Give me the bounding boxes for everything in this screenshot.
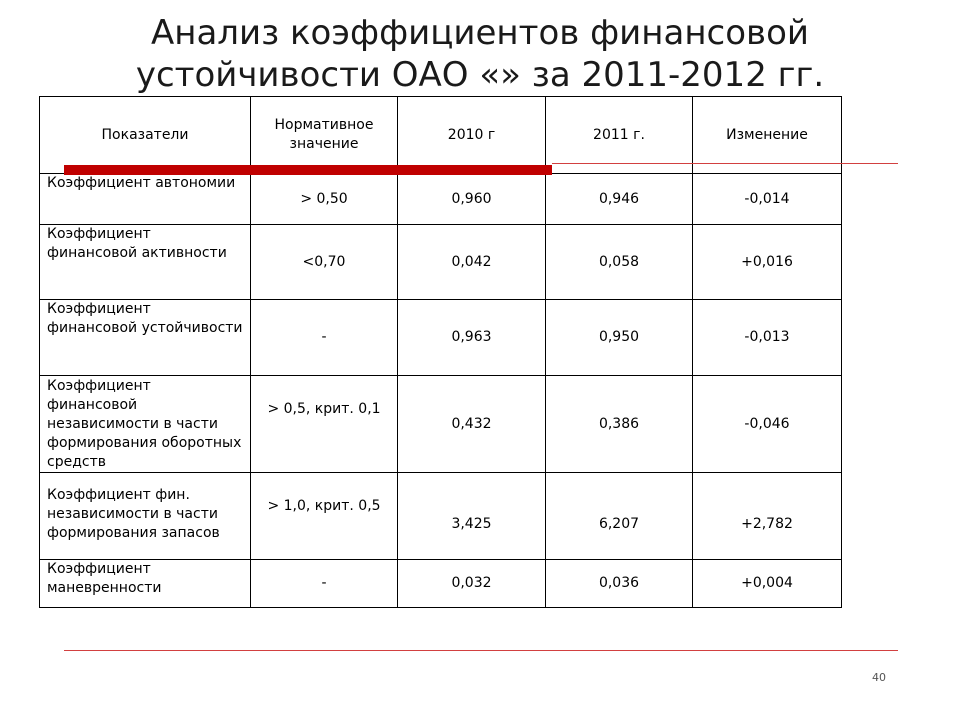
table-row <box>40 376 842 473</box>
value-2011: 0,946 <box>546 174 693 225</box>
normative-value: - <box>251 300 398 376</box>
normative-value: > 1,0, крит. 0,5 <box>251 473 398 560</box>
table-header-row <box>40 97 842 174</box>
value-change: +0,004 <box>693 560 842 608</box>
value-2011: 0,058 <box>546 225 693 300</box>
table-row <box>40 560 842 608</box>
decorative-bottom-line <box>64 650 898 651</box>
value-change: +0,016 <box>693 225 842 300</box>
decorative-red-bar <box>64 165 552 175</box>
value-2011: 6,207 <box>546 473 693 560</box>
indicator-name: Коэффициент автономии <box>40 174 251 225</box>
title-line-2: устойчивости ОАО «» за 2011-2012 гг. <box>135 55 825 95</box>
value-2011: 0,950 <box>546 300 693 376</box>
indicator-name: Коэффициент маневренности <box>40 560 251 608</box>
indicator-name: Коэффициент фин. независимости в части формирования запасов <box>40 473 251 560</box>
indicator-name: Коэффициент финансовой активности <box>40 225 251 300</box>
header-2010: 2010 г <box>398 97 546 174</box>
value-2011: 0,386 <box>546 376 693 473</box>
table-row <box>40 300 842 376</box>
value-2010: 0,042 <box>398 225 546 300</box>
normative-value: - <box>251 560 398 608</box>
value-change: -0,013 <box>693 300 842 376</box>
header-change: Изменение <box>693 97 842 174</box>
page-number: 40 <box>872 671 886 684</box>
normative-value: <0,70 <box>251 225 398 300</box>
value-change: -0,014 <box>693 174 842 225</box>
value-2010: 0,963 <box>398 300 546 376</box>
value-2010: 3,425 <box>398 473 546 560</box>
value-change: -0,046 <box>693 376 842 473</box>
value-2011: 0,036 <box>546 560 693 608</box>
table-row <box>40 473 842 560</box>
title-line-1: Анализ коэффициентов финансовой <box>150 13 809 53</box>
normative-value: > 0,50 <box>251 174 398 225</box>
table-row <box>40 174 842 225</box>
header-2011: 2011 г. <box>546 97 693 174</box>
table-row <box>40 225 842 300</box>
normative-value: > 0,5, крит. 0,1 <box>251 376 398 473</box>
decorative-top-line <box>552 163 898 164</box>
value-2010: 0,032 <box>398 560 546 608</box>
indicator-name: Коэффициент финансовой независимости в части формирования оборотных средств <box>40 376 251 473</box>
header-indicators: Показатели <box>40 97 251 174</box>
indicator-name: Коэффициент финансовой устойчивости <box>40 300 251 376</box>
slide-title <box>0 12 960 96</box>
value-2010: 0,432 <box>398 376 546 473</box>
value-change: +2,782 <box>693 473 842 560</box>
value-2010: 0,960 <box>398 174 546 225</box>
header-normative: Нормативное значение <box>251 97 398 174</box>
